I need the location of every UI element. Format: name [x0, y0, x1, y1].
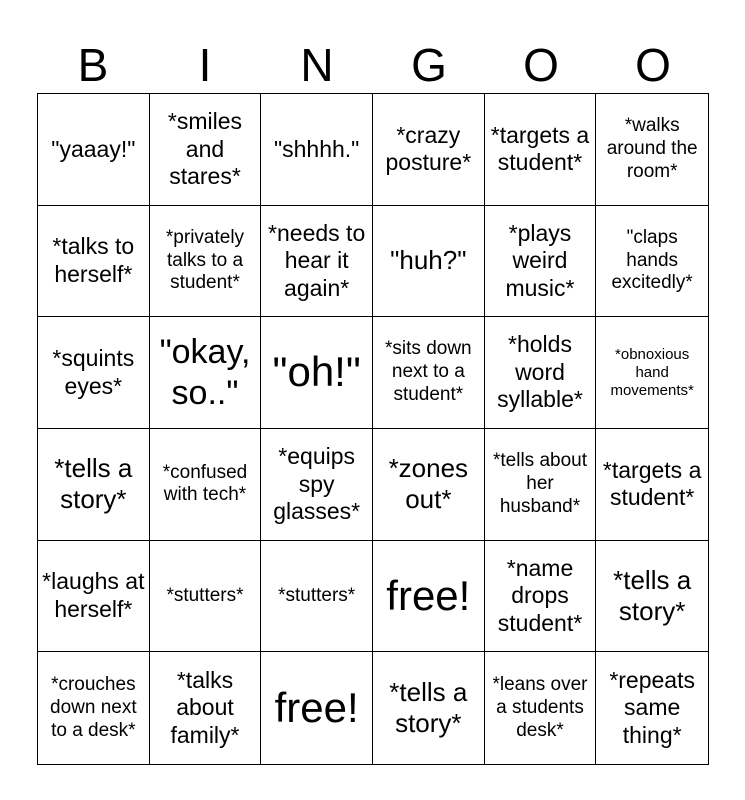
bingo-cell-r3-c0[interactable]: *tells a story*	[38, 429, 150, 541]
bingo-cell-r3-c2[interactable]: *equips spy glasses*	[261, 429, 373, 541]
bingo-cell-r5-c4[interactable]: *leans over a students desk*	[485, 652, 597, 764]
bingo-cell-r2-c0[interactable]: *squints eyes*	[38, 317, 150, 429]
bingo-board	[37, 93, 709, 765]
bingo-cell-r4-c3[interactable]: free!	[373, 541, 485, 653]
bingo-cell-r2-c5[interactable]: *obnoxious hand movements*	[596, 317, 708, 429]
header-letter-o: O	[523, 39, 559, 91]
bingo-cell-r1-c1[interactable]: *privately talks to a student*	[150, 206, 262, 318]
bingo-cell-r5-c0[interactable]: *crouches down next to a desk*	[38, 652, 150, 764]
bingo-cell-r4-c0[interactable]: *laughs at herself*	[38, 541, 150, 653]
bingo-cell-r3-c5[interactable]: *targets a student*	[596, 429, 708, 541]
bingo-cell-r1-c3[interactable]: "huh?"	[373, 206, 485, 318]
bingo-cell-r0-c5[interactable]: *walks around the room*	[596, 94, 708, 206]
bingo-cell-r1-c2[interactable]: *needs to hear it again*	[261, 206, 373, 318]
bingo-cell-r2-c2[interactable]: "oh!"	[261, 317, 373, 429]
bingo-cell-r4-c5[interactable]: *tells a story*	[596, 541, 708, 653]
bingo-cell-r1-c0[interactable]: *talks to herself*	[38, 206, 150, 318]
bingo-cell-r3-c4[interactable]: *tells about her husband*	[485, 429, 597, 541]
bingo-cell-r0-c0[interactable]: "yaaay!"	[38, 94, 150, 206]
bingo-header	[37, 36, 709, 94]
bingo-cell-r2-c4[interactable]: *holds word syllable*	[485, 317, 597, 429]
bingo-cell-r4-c2[interactable]: *stutters*	[261, 541, 373, 653]
bingo-cell-r5-c1[interactable]: *talks about family*	[150, 652, 262, 764]
bingo-cell-r2-c3[interactable]: *sits down next to a student*	[373, 317, 485, 429]
bingo-cell-r5-c2[interactable]: free!	[261, 652, 373, 764]
bingo-cell-r2-c1[interactable]: "okay, so.."	[150, 317, 262, 429]
bingo-cell-r1-c5[interactable]: "claps hands excitedly*	[596, 206, 708, 318]
bingo-cell-r4-c4[interactable]: *name drops student*	[485, 541, 597, 653]
bingo-cell-r0-c1[interactable]: *smiles and stares*	[150, 94, 262, 206]
bingo-cell-r3-c1[interactable]: *confused with tech*	[150, 429, 262, 541]
header-letter-g: G	[411, 39, 447, 91]
bingo-cell-r4-c1[interactable]: *stutters*	[150, 541, 262, 653]
header-letter-b: B	[77, 39, 109, 91]
header-letter-i: I	[198, 39, 212, 91]
bingo-cell-r0-c4[interactable]: *targets a student*	[485, 94, 597, 206]
bingo-cell-r1-c4[interactable]: *plays weird music*	[485, 206, 597, 318]
bingo-cell-r5-c3[interactable]: *tells a story*	[373, 652, 485, 764]
bingo-cell-r0-c3[interactable]: *crazy posture*	[373, 94, 485, 206]
bingo-cell-r5-c5[interactable]: *repeats same thing*	[609, 666, 695, 748]
bingo-cell-r0-c2[interactable]: "shhhh."	[261, 94, 373, 206]
header-letter-n: N	[300, 39, 334, 91]
bingo-cell-r3-c3[interactable]: *zones out*	[373, 429, 485, 541]
header-letter-o-2: O	[635, 39, 671, 91]
